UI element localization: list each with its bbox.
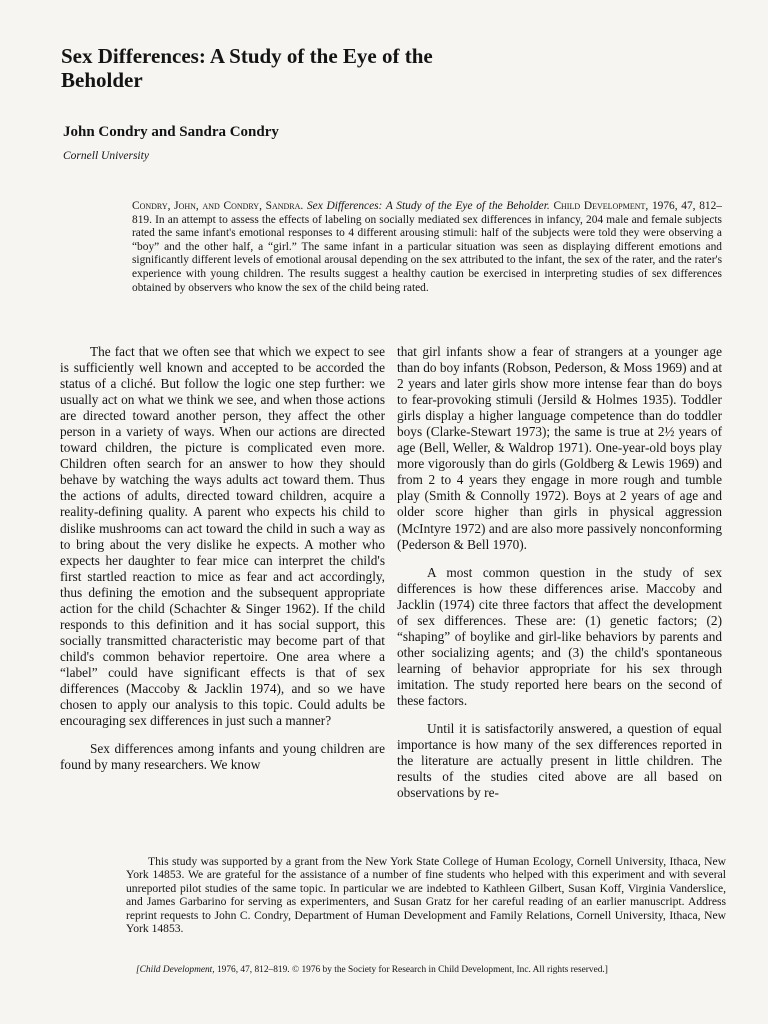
citation-rest: 1976, 47, 812–819. © 1976 by the Society for Research in Child Development, Inc. All rights reserved.] <box>216 965 608 975</box>
abstract-citation-details: 1976, 47, 812–819. <box>132 200 722 226</box>
abstract-body: In an attempt to assess the effects of labeling on socially mediated sex differences in infancy, 204 male and female subjects rated the same infant's emotional responses to 4 different arousing stimuli: half of the subjects were told they were observing a “boy” and the other half, a “girl.” The same infant in a particular situation was seen as displaying different emotions and significantly different levels of emotional arousal depending on the sex attributed to the infant, the sex of the rater, and the rater's experience with young children. The results suggest a healthy caution be exercised in interpreting studies of sex differences obtained by observers who know the sex of the child being rated. <box>132 213 722 294</box>
left-column <box>60 344 385 785</box>
abstract-citation-journal: Child Development, <box>553 200 649 212</box>
right-column <box>397 344 722 813</box>
article-title: Sex Differences: A Study of the Eye of the Beholder <box>61 44 433 92</box>
abstract <box>132 200 722 295</box>
abstract-citation-title: Sex Differences: A Study of the Eye of the Beholder. <box>306 200 550 212</box>
author-affiliation: Cornell University <box>63 150 149 162</box>
author-names: John Condry and Sandra Condry <box>63 124 279 140</box>
abstract-citation-authors: Condry, John, and Condry, Sandra. <box>132 200 304 212</box>
body-paragraph: A most common question in the study of sex differences is how these differences arise. Maccoby and Jacklin (1974) cite three factors that affect the development of sex differences. These are: (1) genetic factors; (2) “shaping” of boylike and girl-like behaviors by parents and other socializing agents; and (3) the child's spontaneous learning of behavior appropriate for his sex through imitation. The study reported here bears on the second of these factors. <box>397 564 722 708</box>
citation-journal: [Child Development, <box>136 965 215 975</box>
acknowledgement-footnote: This study was supported by a grant from the New York State College of Human Ecology, Cornell University, Ithaca, New York 14853. We are grateful for the assistance of a number of fine students who helped with this experiment and with several unreported pilot studies of the same topic. In particular we are indebted to Kathleen Gilbert, Susan Koff, Virginia Vanderslice, and James Garbarino for serving as experimenters, and Susan Gratz for her careful reading of an earlier manuscript. Address reprint requests to John C. Condry, Department of Human Development and Family Relations, Cornell University, Ithaca, New York 14853. <box>126 855 726 936</box>
body-paragraph: that girl infants show a fear of strangers at a younger age than do boy infants (Robson, Pederson, & Moss 1969) and at 2 years and later girls show more intense fear than do boys to fear-provoking stimuli (Jersild & Holmes 1935). Toddler girls display a higher language competence than do toddler boys (Clarke-Stewart 1973); the same is true at 2½ years of age (Bell, Weller, & Waldrop 1971). One-year-old boys play more vigorously than do girls (Goldberg & Lewis 1969) and from 2 to 4 years they engage in more rough and tumble play (Smith & Connolly 1972). Boys at 2 years of age and older score higher than girls in physical aggression (McIntyre 1972) and are also more passively nonconforming (Pederson & Bell 1970). <box>397 344 723 552</box>
body-paragraph: The fact that we often see that which we expect to see is sufficiently well known and accepted to be accorded the status of a cliché. But follow the logic one step further: we usually act on what we think we see, and when those actions are directed toward another person, they affect the other person in a variety of ways. When our actions are directed toward children, the picture is complicated even more. Children often search for an answer to how they should behave by watching the ways adults act toward them. Thus the actions of adults, directed toward children, acquire a reality-defining quality. A parent who expects his child to dislike mushrooms can act toward the child in such a way as to bring about the very dislike he expects. A mother who expects her daughter to fear mice can interpret the child's first startled reaction to mice as fear and act accordingly, thus defining the emotion and the subsequent appropriate action for the child (Schachter & Singer 1962). If the child responds to this definition and it has social support, this socially transmitted characteristic may become part of that child's common behavior repertoire. One area where a “label” could have significant effects is that of sex differences (Maccoby & Jacklin 1974), and so we have chosen to apply our analysis to this topic. Could adults be encouraging sex differences in just such a manner? <box>60 344 385 729</box>
journal-citation-line <box>136 965 726 975</box>
body-paragraph: Until it is satisfactorily answered, a question of equal importance is how many of the sex differences reported in the literature are actually present in little children. The results of the studies cited above are all based on observations by re- <box>397 721 722 801</box>
body-paragraph: Sex differences among infants and young children are found by many researchers. We know <box>60 741 385 773</box>
